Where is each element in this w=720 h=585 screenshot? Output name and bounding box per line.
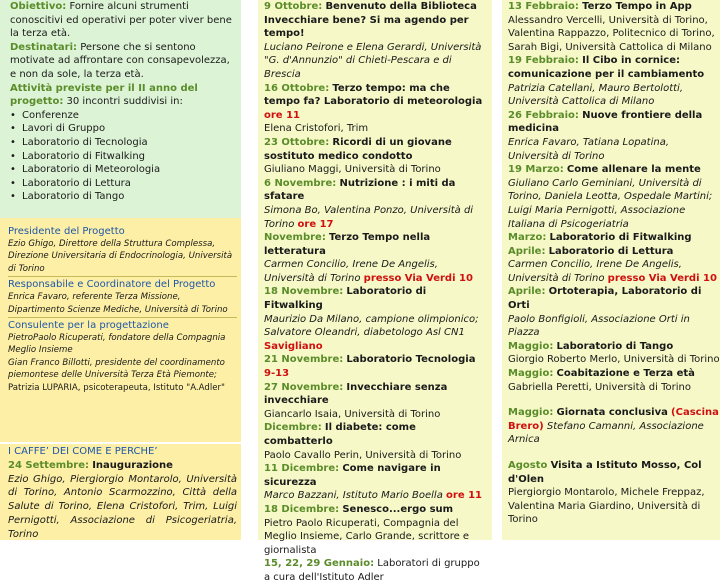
event-date: 6 Novembre: xyxy=(264,177,337,189)
event-entry xyxy=(264,136,488,177)
event-entry xyxy=(508,285,720,339)
event-date: Dicembre: xyxy=(264,422,322,434)
event-entry xyxy=(508,54,720,108)
role-person: Patrizia LUPARIA, psicoterapeuta, Istituto "A.Adler" xyxy=(8,382,226,393)
event-date: Marzo: xyxy=(508,232,547,244)
event-title: Laboratorio di Tango xyxy=(556,340,674,352)
event-people: Carmen Concilio, Irene De Angelis, Università di Torino xyxy=(508,259,682,284)
event-date: 26 Febbraio: xyxy=(508,109,579,121)
list-item: • Laboratorio di Meteorologia xyxy=(22,163,237,177)
event-people: Gabriella Peretti, Università di Torino xyxy=(508,381,691,393)
event-date: 19 Marzo: xyxy=(508,164,564,176)
event-people: Simona Bo, Valentina Ponzo, Università di Torino xyxy=(264,204,474,230)
event-people: Alessandro Vercelli, Università di Torino, Valentina Rappazzo, Politecnico di Torino, Sarah Bigi, Università Cattolica di Milano xyxy=(508,14,715,53)
role-block xyxy=(8,319,237,395)
list-item: • Conferenze xyxy=(22,109,237,123)
event-entry xyxy=(508,406,720,447)
event-people: Giuliano Carlo Geminiani, Università di Torino, Daniela Leotta, Ospedale Martini; Luigi Maria Pernigotti, Associazione Italiana di Psicogeriatria xyxy=(508,177,713,230)
event-people: Elena Cristofori, Trim xyxy=(264,123,369,135)
event-date: Agosto xyxy=(508,460,548,471)
series-title: I CAFFE’ DEI COME E PERCHE’ xyxy=(8,446,158,457)
event-note: Savigliano xyxy=(264,340,323,352)
event-title: Senesco...ergo sum xyxy=(342,503,454,515)
event-entry xyxy=(264,231,488,285)
event-date: Aprile: xyxy=(508,286,546,298)
event-people: Maurizio Da Milano, campione olimpionico; Salvatore Oleandri, diabetologo Asl CN1 xyxy=(264,313,479,339)
event-people: Giancarlo Isaia, Università di Torino xyxy=(264,408,441,420)
event-entry xyxy=(508,459,720,527)
event-entry xyxy=(508,245,720,286)
event-title: Laboratorio di Lettura xyxy=(548,245,674,257)
event-date: Maggio: xyxy=(508,368,554,380)
event-people: Stefano Camanni, Associazione Arnica xyxy=(508,420,704,446)
event-date: Maggio: xyxy=(508,340,554,352)
event-date: 16 Ottobre: xyxy=(264,82,330,94)
event-people: Paolo Cavallo Perin, Università di Torino xyxy=(264,449,462,461)
event-date: 18 Novembre: xyxy=(264,286,344,298)
event-entry xyxy=(508,109,720,163)
list-item: • Laboratorio di Tecnologia xyxy=(22,136,237,150)
event-people: Ezio Ghigo, Piergiorgio Montarolo, Università di Torino, Antonio Scarmozzino, Città della Salute di Torino, Elena Cristofori, Trim, Luigi Pernigotti, Associazione di Psicogeriatria, Torino xyxy=(8,473,237,540)
event-title: Nuove frontiere della medicina xyxy=(508,109,703,135)
event-title: Terzo Tempo nella letteratura xyxy=(264,232,431,257)
event-title: Benvenuto della Biblioteca xyxy=(325,1,477,12)
role-person: Gian Franco Billotti, presidente del coordinamento piemontese delle Università Terza Età Piemonte; xyxy=(8,357,225,381)
event-entry xyxy=(264,82,488,136)
event-date: 23 Ottobre: xyxy=(264,136,330,148)
role-title: Presidente del Progetto xyxy=(8,226,125,237)
list-item: • Laboratorio di Lettura xyxy=(22,177,237,191)
event-people: Patrizia Catellani, Mauro Bertolotti, Università Cattolica di Milano xyxy=(508,82,684,108)
event-entry xyxy=(264,285,488,353)
event-people: Piergiorgio Montarolo, Michele Freppaz, Valentina Maria Giardino, Università di Torino xyxy=(508,487,705,526)
event-date: 13 Febbraio: xyxy=(508,1,579,12)
recipients-text: Persone che si sentono motivate ad affrontare con consapevolezza, e non da sole, la terza età. xyxy=(10,41,230,80)
list-item: • Lavori di Gruppo xyxy=(22,122,237,136)
event-date: 21 Novembre: xyxy=(264,354,344,366)
event-title: Nutrizione : i miti da sfatare xyxy=(264,177,456,203)
activities-list xyxy=(10,109,237,204)
event-entry xyxy=(264,177,488,231)
event-entry xyxy=(508,367,720,394)
event-title: Il Cibo in cornice: comunicazione per il cambiamento xyxy=(508,55,705,80)
list-item: • Laboratorio di Tango xyxy=(22,190,237,204)
inauguration-panel xyxy=(0,442,241,540)
project-info-panel xyxy=(0,0,241,218)
list-item: • Laboratorio di Fitwalking xyxy=(22,150,237,164)
event-people: Marco Bazzani, Istituto Mario Boella xyxy=(264,490,443,502)
event-subtitle: Invecchiare bene? Si ma agendo per tempo! xyxy=(264,14,469,40)
event-people: Enrica Favaro, Tatiana Lopatina, Università di Torino xyxy=(508,136,670,162)
project-roles-panel xyxy=(0,218,241,442)
event-entry xyxy=(508,231,720,245)
role-title: Responsabile e Coordinatore del Progetto xyxy=(8,279,216,291)
event-people: Paolo Bonfigioli, Associazione Orti in Piazza xyxy=(508,313,690,339)
event-entry xyxy=(264,421,488,462)
event-note: (Cascina Brero) xyxy=(508,407,719,432)
event-date: 18 Dicembre: xyxy=(264,503,340,515)
role-person: PietroPaolo Ricuperati, fondatore della Compagnia Meglio Insieme xyxy=(8,333,226,356)
event-entry xyxy=(264,0,488,82)
event-title: Coabitazione e Terza età xyxy=(556,368,695,380)
event-date: 24 Settembre: xyxy=(8,459,90,471)
event-title: Ricordi di un giovane sostituto medico condotto xyxy=(264,136,452,162)
role-person: Enrica Favaro, referente Terza Missione, Dipartimento Scienze Mediche, Università di Torino xyxy=(8,292,228,315)
activities-label: Attività previste per il II anno del progetto: xyxy=(10,82,198,108)
event-entry xyxy=(264,503,488,557)
event-entry xyxy=(264,381,488,422)
objective-label: Obiettivo: xyxy=(10,1,67,12)
event-title: Inaugurazione xyxy=(92,459,173,471)
event-entry xyxy=(264,353,488,380)
event-title: Ortoterapia, Laboratorio di Orti xyxy=(508,286,702,312)
event-title: Terzo Tempo in App xyxy=(582,1,692,12)
event-people: Carmen Concilio, Irene De Angelis, Università di Torino xyxy=(264,259,438,284)
objective-text: Fornire alcuni strumenti conoscitivi ed operativi per poter viver bene la terza età. xyxy=(10,1,232,40)
event-date: 15, 22, 29 Gennaio: xyxy=(264,558,375,570)
event-title: Terzo tempo: ma che tempo fa? Laboratorio di meteorologia xyxy=(264,82,483,108)
event-title: Il diabete: come combatterlo xyxy=(264,422,416,447)
event-title: Laboratorio Tecnologia xyxy=(346,354,476,366)
event-title: Visita a Istituto Mosso, Col d'Olen xyxy=(508,460,702,485)
event-title: Come allenare la mente xyxy=(566,164,701,176)
event-date: Maggio: xyxy=(508,407,554,419)
calendar-spring-column xyxy=(502,0,720,540)
role-person: Ezio Ghigo, Direttore della Struttura Complessa, Direzione Universitaria di Endocrinologia, Università di Torino xyxy=(8,239,233,274)
recipients-label: Destinatari: xyxy=(10,41,77,53)
event-date: 11 Dicembre: xyxy=(264,463,340,475)
event-title: Laboratorio di Fitwalking xyxy=(549,232,692,244)
activities-text: 30 incontri suddivisi in: xyxy=(66,96,183,108)
event-date: 27 Novembre: xyxy=(264,381,344,393)
event-people: Giuliano Maggi, Università di Torino xyxy=(264,164,441,176)
event-entry xyxy=(264,557,488,584)
event-people: Giorgio Roberto Merlo, Università di Torino xyxy=(508,354,720,366)
calendar-autumn-column xyxy=(258,0,492,583)
event-people: a cura dell'Istituto Adler xyxy=(264,571,384,583)
event-note: ore 11 xyxy=(264,109,300,121)
event-title: Come navigare in sicurezza xyxy=(264,463,441,488)
event-title: Invecchiare senza invecchiare xyxy=(264,381,448,407)
event-note: presso Via Verdi 10 xyxy=(607,272,717,284)
event-note: ore 11 xyxy=(446,490,483,502)
event-people: Luciano Peirone e Elena Gerardi, Università "G. d'Annunzio" di Chieti-Pescara e di Brescia xyxy=(264,41,482,80)
role-title: Consulente per la progettazione xyxy=(8,320,169,332)
role-block xyxy=(8,225,237,277)
role-block xyxy=(8,278,237,318)
event-entry xyxy=(508,340,720,367)
event-title: Laboratori di gruppo xyxy=(377,558,480,570)
event-date: Novembre: xyxy=(264,232,326,244)
event-note: ore 17 xyxy=(297,218,334,230)
event-title: Giornata conclusiva xyxy=(556,407,668,419)
event-entry xyxy=(264,462,488,503)
event-date: Aprile: xyxy=(508,245,546,257)
event-people: Pietro Paolo Ricuperati, Compagnia del Meglio Insieme, Carlo Grande, scrittore e giornalista xyxy=(264,517,470,556)
event-entry xyxy=(508,0,720,54)
event-note: 9-13 xyxy=(264,368,290,380)
event-title: Laboratorio di Fitwalking xyxy=(264,286,427,312)
event-date: 19 Febbraio: xyxy=(508,55,579,67)
event-note: presso Via Verdi 10 xyxy=(363,272,473,284)
event-entry xyxy=(508,163,720,231)
event-date: 9 Ottobre: xyxy=(264,1,323,12)
